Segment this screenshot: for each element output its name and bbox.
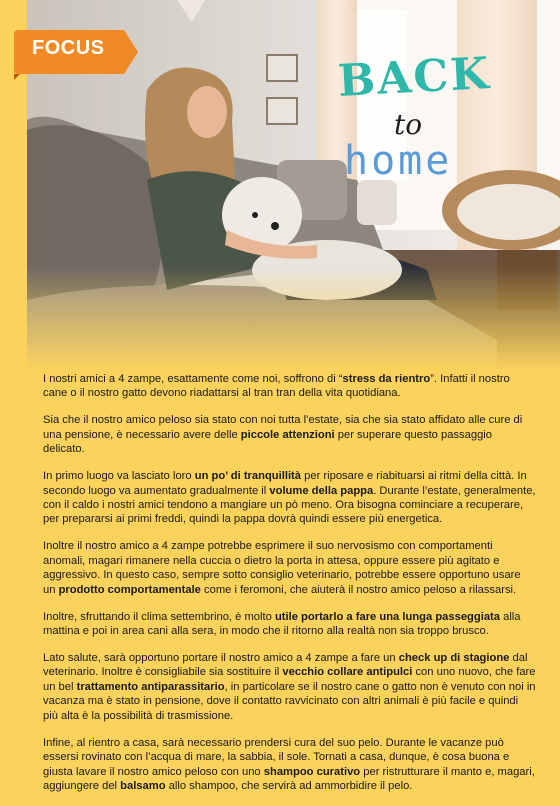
- text-run: dal veterinario. Inoltre è consigliabile sia sostituire il: [43, 652, 528, 679]
- bold-phrase: check up di stagione: [398, 652, 510, 665]
- focus-tag: [12, 28, 140, 80]
- paragraph: [43, 372, 536, 401]
- title-back: BACK: [336, 48, 492, 107]
- text-run: Inoltre il nostro amico a 4 zampe potrebbe esprimere il suo nervosismo con comportamenti anomali, magari rimanere nella cuccia o dietro la porta in attesa, oppure essere più agitato e aggressivo. In questo caso, sempre sotto consiglio veterinario, potrebbe essere opportuno usare un: [43, 540, 521, 596]
- text-run: Lato salute, sarà opportuno portare il nostro amico a 4 zampe a fare un: [43, 652, 399, 665]
- text-run: per ristrutturare il manto e, magari, aggiungere del: [43, 765, 535, 792]
- bold-phrase: stress da rientro: [342, 373, 431, 385]
- text-run: Inoltre, sfruttando il clima settembrino, è molto: [43, 610, 275, 623]
- bold-phrase: prodotto comportamentale: [58, 583, 201, 596]
- text-run: come i feromoni, che aiuterà il nostro amico peloso a rilassarsi.: [200, 583, 517, 596]
- paragraph: [43, 469, 536, 527]
- bold-phrase: shampoo curativo: [263, 765, 361, 778]
- paragraph: [43, 736, 536, 794]
- bold-phrase: trattamento antiparassitario: [76, 680, 225, 693]
- text-run: Sia che il nostro amico peloso sia stato con noi tutta l’estate, sia che sia stato affidato alle cure di una pensione, è necessario avere delle: [43, 414, 523, 441]
- text-run: I nostri amici a 4 zampe, esattamente come noi, soffrono di “: [43, 373, 343, 385]
- text-run: alla mattina e poi in area cani alla sera, in modo che il ritorno alla realtà non sia troppo brusco.: [43, 610, 521, 638]
- article-title: [336, 48, 492, 202]
- text-run: Infine, al rientro a casa, sarà necessario prendersi cura del suo pelo. Durante le vacanze può essersi rovinato con l’acqua di mare, la sabbia, il sole. Tornati a casa, dunque, è cosa buona e giusta lavare il nostro amico peloso con uno: [43, 736, 510, 778]
- text-run: , in particolare se il nostro cane o gatto non è venuto con noi in vacanza ma è stato in pensione, dove il contatto ravvicinato con altri animali è più facile e quindi più alta è la possibilità di trasmissione.: [43, 680, 536, 722]
- bold-phrase: utile portarlo a fare una lunga passeggiata: [274, 610, 500, 623]
- text-run: ”. Infatti il nostro cane o il nostro gatto devono riadattarsi al tran tran della vita quotidiana.: [43, 373, 510, 400]
- paragraph: [43, 413, 536, 456]
- paragraph: [43, 539, 536, 597]
- paragraph: [43, 610, 536, 639]
- text-run: per riposare e riabituarsi ai ritmi della città. In secondo luogo va aumentato gradualmente il: [43, 470, 527, 497]
- text-run: per superare questo passaggio delicato.: [43, 428, 493, 456]
- bold-phrase: piccole attenzioni: [240, 428, 335, 441]
- title-to: to: [394, 108, 423, 141]
- text-run: con uno nuovo, che fare un bel: [43, 666, 536, 693]
- article-body: [43, 372, 536, 806]
- title-home: home: [344, 138, 453, 184]
- bold-phrase: balsamo: [120, 779, 166, 792]
- text-run: In primo luogo va lasciato loro: [43, 470, 195, 483]
- text-run: allo shampoo, che servirà ad ammorbidire il pelo.: [165, 779, 413, 792]
- bold-phrase: vecchio collare antipulci: [282, 666, 413, 679]
- text-run: . Durante l’estate, generalmente, con il caldo i nostri amici tendono a mangiare un pò meno. Ora bisogna cominciare a recuperare, per prepararsi ai primi freddi, quindi la pappa dovrà quindi essere più energetica.: [43, 484, 536, 526]
- bold-phrase: un po’ di tranquillità: [194, 470, 302, 483]
- paragraph: [43, 651, 536, 723]
- bold-phrase: volume della pappa: [269, 484, 374, 497]
- focus-label: FOCUS: [32, 37, 105, 59]
